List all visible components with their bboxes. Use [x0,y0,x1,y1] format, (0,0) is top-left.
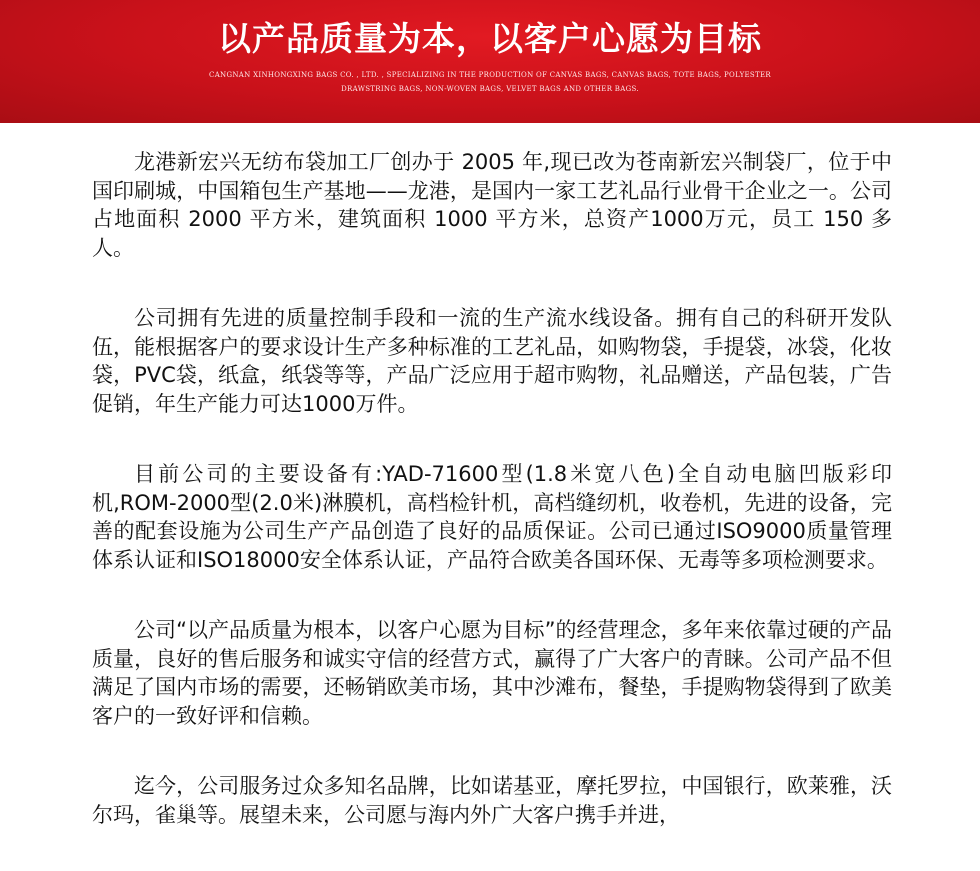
banner-subtitle-line-2: DRAWSTRING BAGS, NON-WOVEN BAGS, VELVET BAGS AND OTHER BAGS. [341,85,639,93]
banner-subtitle-line-1: CANGNAN XINHONGXING BAGS CO. , LTD. , SPECIALIZING IN THE PRODUCTION OF CANVAS BAGS, CANVAS BAGS, TOTE BAGS, POLYESTER [209,71,771,79]
company-intro-text [92,148,892,871]
banner-subtitle [160,68,820,96]
header-banner [0,0,980,123]
paragraph-capabilities: 公司拥有先进的质量控制手段和一流的生产流水线设备。拥有自己的科研开发队伍，能根据客户的要求设计生产多种标准的工艺礼品，如购物袋，手提袋，冰袋，化妆袋，PVC袋，纸盒，纸袋等等，产品广泛应用于超市购物，礼品赠送，产品包装，广告促销，年生产能力可达1000万件。 [92,306,892,416]
paragraph-clients: 迄今，公司服务过众多知名品牌，比如诺基亚，摩托罗拉，中国银行，欧莱雅，沃尔玛，雀巢等。展望未来，公司愿与海内外广大客户携手并进， [92,774,892,827]
paragraph-philosophy: 公司“以产品质量为根本，以客户心愿为目标”的经营理念，多年来依靠过硬的产品质量，良好的售后服务和诚实守信的经营方式，赢得了广大客户的青睐。公司产品不但满足了国内市场的需要，还畅销欧美市场，其中沙滩布，餐垫，手提购物袋得到了欧美客户的一致好评和信赖。 [92,618,892,728]
banner-title: 以产品质量为本，以客户心愿为目标 [218,19,762,58]
paragraph-equipment: 目前公司的主要设备有:YAD-71600型(1.8米宽八色)全自动电脑凹版彩印机,ROM-2000型(2.0米)淋膜机，高档检针机，高档缝纫机，收卷机，先进的设备，完善的配套设施为公司生产产品创造了良好的品质保证。公司已通过ISO9000质量管理体系认证和ISO18000安全体系认证，产品符合欧美各国环保、无毒等多项检测要求。 [92,462,892,572]
paragraph-founding: 龙港新宏兴无纺布袋加工厂创办于 2005 年,现已改为苍南新宏兴制袋厂，位于中国印刷城，中国箱包生产基地——龙港，是国内一家工艺礼品行业骨干企业之一。公司占地面积 2000 平方米，建筑面积 1000 平方米，总资产1000万元，员工 150 多人。 [92,150,892,260]
